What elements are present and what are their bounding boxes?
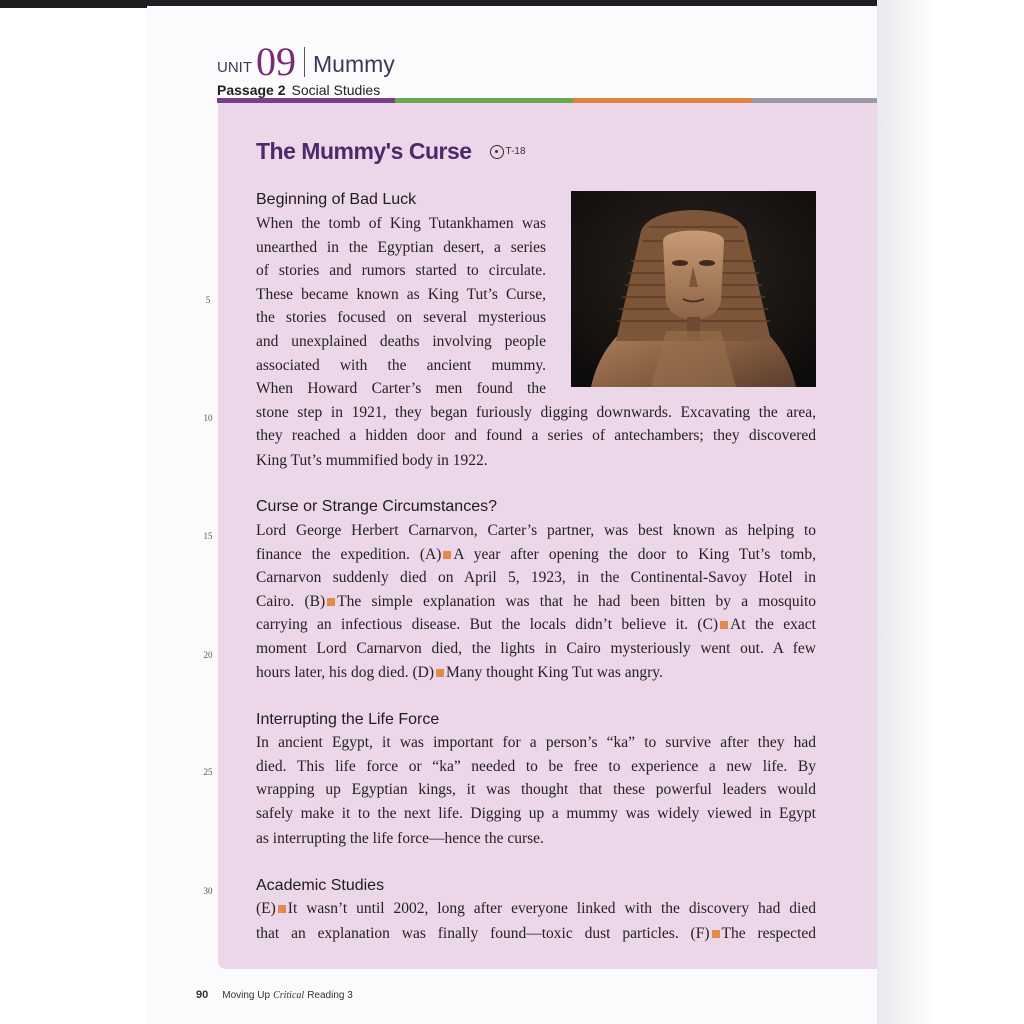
text-line: associated with the ancient mummy. <box>256 357 546 374</box>
text-line: of stories and rumors started to circulate. <box>256 262 546 279</box>
text-line: they reached a hidden door and found a series of antechambers; they discovered <box>256 427 816 444</box>
line-number: 20 <box>203 650 213 660</box>
tutankhamen-statue-image <box>571 191 816 387</box>
book-title-italic: Critical <box>273 990 305 1001</box>
unit-title: Mummy <box>313 51 395 77</box>
insert-position-marker[interactable] <box>443 551 451 559</box>
page-gutter-shadow <box>877 0 1024 1024</box>
text-line: Carnarvon suddenly died on April 5, 1923, in the Continental-Savoy Hotel in <box>256 569 816 586</box>
text-run: carrying an infectious disease. But the locals didn’t believe it. (C) <box>256 616 719 633</box>
text-line: stone step in 1921, they began furiously digging downwards. Excavating the area, <box>256 404 816 421</box>
line-number: 30 <box>203 886 213 896</box>
text-run: Many thought King Tut was angry. <box>446 664 663 681</box>
text-line: wrapping up Egyptian kings, it was thought that these powerful leaders would <box>256 781 816 798</box>
text-line: When the tomb of King Tutankhamen was <box>256 215 546 232</box>
text-line <box>256 614 816 636</box>
section-heading: Academic Studies <box>256 877 385 894</box>
audio-track <box>490 145 526 159</box>
article-title-row <box>256 138 526 165</box>
unit-header <box>217 39 395 84</box>
text-run: (E) <box>256 900 276 917</box>
text-run: that an explanation was finally found—toxic dust particles. (F) <box>256 925 710 942</box>
text-line: moment Lord Carnarvon died, the lights in Cairo mysteriously went out. A few <box>256 640 816 657</box>
text-run: The simple explanation was that he had been bitten by a mosquito <box>337 593 816 610</box>
page-footer <box>196 989 353 1001</box>
text-run: The respected <box>721 925 816 942</box>
line-number: 10 <box>203 413 213 423</box>
insert-position-marker[interactable] <box>436 669 444 677</box>
section-heading: Curse or Strange Circumstances? <box>256 498 497 515</box>
text-line <box>256 544 816 566</box>
text-line <box>256 898 816 920</box>
text-run: Cairo. (B) <box>256 593 326 610</box>
text-line <box>256 923 816 945</box>
line-number: 25 <box>203 767 213 777</box>
passage-number: Passage 2 <box>217 82 286 98</box>
text-line: When Howard Carter’s men found the <box>256 380 546 397</box>
insert-position-marker[interactable] <box>712 930 720 938</box>
text-line: Lord George Herbert Carnarvon, Carter’s partner, was best known as helping to <box>256 522 816 539</box>
text-run: hours later, his dog died. (D) <box>256 664 435 681</box>
line-number: 5 <box>205 295 211 305</box>
text-line <box>256 662 663 684</box>
tutankhamen-photo <box>571 191 816 387</box>
text-line: and unexplained deaths involving people <box>256 333 546 350</box>
insert-position-marker[interactable] <box>327 598 335 606</box>
unit-number: 09 <box>256 39 296 84</box>
text-run: It wasn’t until 2002, long after everyone linked with the discovery had died <box>287 900 816 917</box>
passage-subject: Social Studies <box>291 82 381 98</box>
insert-position-marker[interactable] <box>278 905 286 913</box>
text-run: At the exact <box>730 616 816 633</box>
passage-label <box>217 82 380 98</box>
article-title: The Mummy's Curse <box>256 138 472 164</box>
unit-divider <box>304 47 305 77</box>
book-title-suffix: Reading 3 <box>307 990 353 1001</box>
text-run: finance the expedition. (A) <box>256 546 442 563</box>
section-heading: Beginning of Bad Luck <box>256 191 417 208</box>
page-number: 90 <box>196 989 209 1001</box>
text-line: safely make it to the next life. Digging up a mummy was widely viewed in Egypt <box>256 805 816 822</box>
text-line: died. This life force or “ka” needed to be free to experience a new life. By <box>256 758 816 775</box>
text-line: the stories focused on several mysterious <box>256 309 546 326</box>
unit-word: UNIT <box>217 59 252 76</box>
insert-position-marker[interactable] <box>720 621 728 629</box>
audio-track-label: T-18 <box>505 146 526 157</box>
text-line: These became known as King Tut’s Curse, <box>256 286 546 303</box>
audio-disc-icon <box>490 145 504 159</box>
text-run: A year after opening the door to King Tut’s tomb, <box>453 546 816 563</box>
line-number: 15 <box>203 531 213 541</box>
section-heading: Interrupting the Life Force <box>256 711 440 728</box>
text-line: as interrupting the life force—hence the curse. <box>256 830 544 847</box>
text-line: In ancient Egypt, it was important for a person’s “ka” to survive after they had <box>256 734 816 751</box>
text-line: unearthed in the Egyptian desert, a series <box>256 239 546 256</box>
book-title-prefix: Moving Up <box>222 990 271 1001</box>
text-line <box>256 591 816 613</box>
text-line: King Tut’s mummified body in 1922. <box>256 452 488 469</box>
